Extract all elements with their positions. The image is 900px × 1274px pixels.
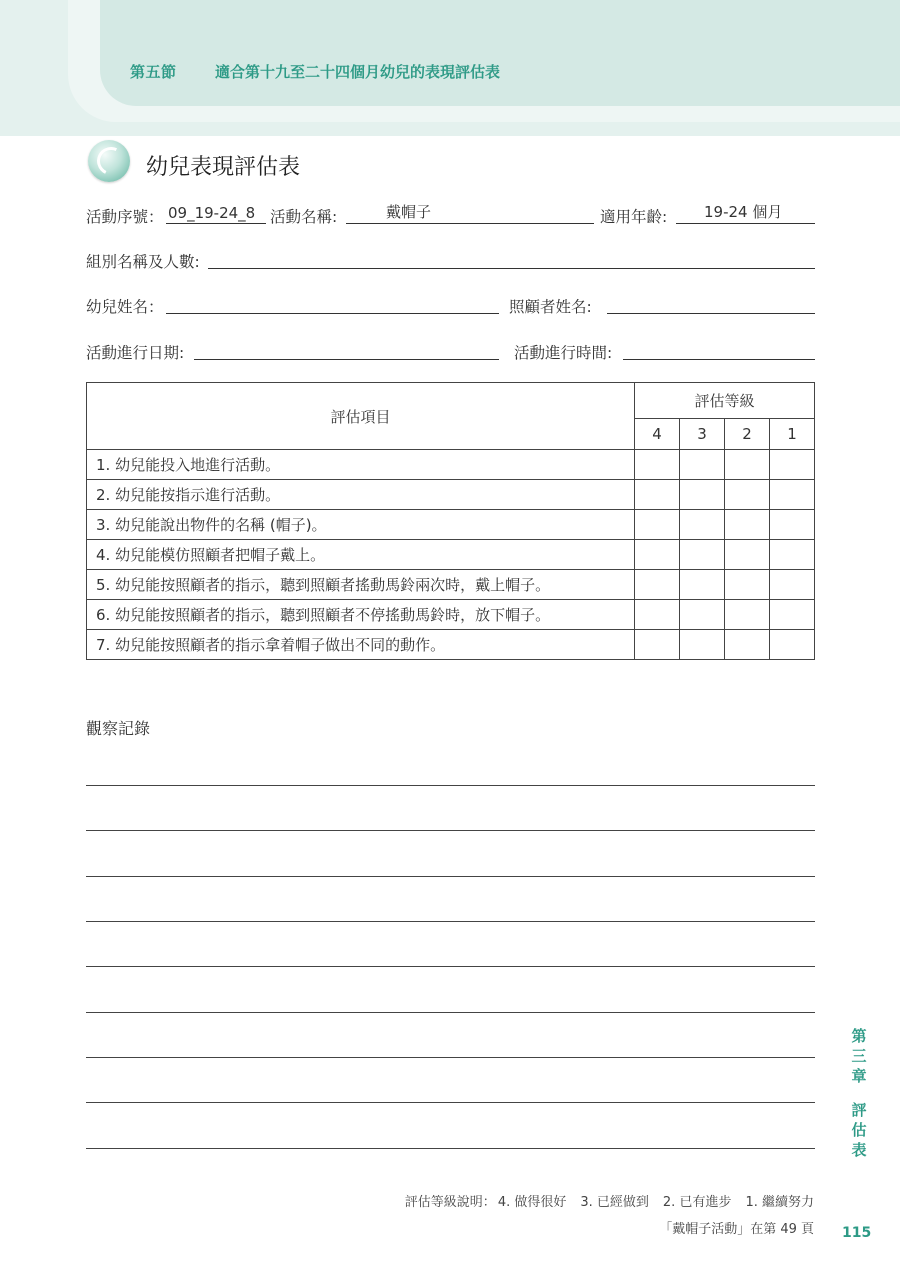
eval-item: 4. 幼兒能模仿照顧者把帽子戴上。	[87, 540, 635, 570]
eval-item: 3. 幼兒能說出物件的名稱 (帽子)。	[87, 510, 635, 540]
grade-cell[interactable]	[635, 570, 680, 600]
activity-name-field[interactable]	[346, 203, 594, 224]
side-topic-char: 評	[851, 1101, 867, 1119]
table-row	[87, 630, 815, 660]
grade-cell[interactable]	[725, 600, 770, 630]
table-row	[87, 600, 815, 630]
grade-cell[interactable]	[725, 540, 770, 570]
observation-line[interactable]	[86, 785, 815, 786]
group-label: 組別名稱及人數:	[86, 253, 200, 271]
grade-cell[interactable]	[635, 510, 680, 540]
grade-cell[interactable]	[770, 630, 815, 660]
activity-name-label: 活動名稱:	[270, 208, 338, 226]
bubble-icon	[88, 140, 130, 182]
observation-line[interactable]	[86, 1148, 815, 1149]
age-value: 19-24 個月	[704, 203, 783, 221]
side-chapter-tab	[849, 1026, 869, 1160]
grade-cell[interactable]	[770, 480, 815, 510]
grade-cell[interactable]	[770, 510, 815, 540]
grade-cell[interactable]	[635, 600, 680, 630]
activity-name-value: 戴帽子	[386, 203, 432, 221]
legend-item: 2. 已有進步	[662, 1195, 732, 1210]
eval-item: 1. 幼兒能投入地進行活動。	[87, 450, 635, 480]
observation-line[interactable]	[86, 1012, 815, 1013]
grade-cell[interactable]	[680, 450, 725, 480]
legend-item: 4. 做得很好	[497, 1195, 567, 1210]
table-row	[87, 540, 815, 570]
page-number: 115	[842, 1225, 872, 1241]
side-chapter-char: 章	[851, 1067, 867, 1085]
table-row	[87, 450, 815, 480]
side-topic-char: 估	[851, 1121, 867, 1139]
time-label: 活動進行時間:	[514, 344, 613, 362]
table-row	[87, 510, 815, 540]
activity-no-value: 09_19-24_8	[168, 204, 256, 222]
legend-label: 評估等級說明：	[404, 1195, 496, 1210]
grade-cell[interactable]	[680, 540, 725, 570]
observation-label: 觀察記錄	[86, 719, 151, 738]
grade-cell[interactable]	[725, 510, 770, 540]
section-title: 適合第十九至二十四個月幼兒的表現評估表	[215, 63, 501, 81]
child-name-field[interactable]	[166, 293, 499, 314]
observation-line[interactable]	[86, 966, 815, 967]
table-row	[87, 480, 815, 510]
eval-item: 2. 幼兒能按指示進行活動。	[87, 480, 635, 510]
legend-item: 3. 已經做到	[580, 1195, 649, 1210]
legend-item: 1. 繼續努力	[745, 1195, 814, 1210]
time-field[interactable]	[623, 339, 815, 360]
grade-level-1: 1	[770, 419, 815, 450]
grade-level-2: 2	[725, 419, 770, 450]
side-topic-char: 表	[851, 1141, 867, 1159]
table-row	[87, 570, 815, 600]
grade-cell[interactable]	[725, 480, 770, 510]
eval-item: 5. 幼兒能按照顧者的指示，聽到照顧者搖動馬鈴兩次時，戴上帽子。	[87, 570, 635, 600]
observation-line[interactable]	[86, 1102, 815, 1103]
activity-reference: 「戴帽子活動」在第 49 頁	[659, 1222, 814, 1237]
grade-cell[interactable]	[770, 570, 815, 600]
date-field[interactable]	[194, 339, 499, 360]
grade-cell[interactable]	[635, 450, 680, 480]
grade-cell[interactable]	[635, 540, 680, 570]
activity-no-field[interactable]	[166, 203, 266, 224]
grade-cell[interactable]	[680, 570, 725, 600]
caregiver-name-field[interactable]	[607, 293, 815, 314]
grade-legend	[405, 1191, 814, 1210]
section-label: 第五節	[130, 63, 177, 81]
grade-cell[interactable]	[680, 600, 725, 630]
grade-level-4: 4	[635, 419, 680, 450]
grade-cell[interactable]	[635, 630, 680, 660]
age-field[interactable]	[676, 203, 815, 224]
grade-cell[interactable]	[725, 570, 770, 600]
item-header: 評估項目	[87, 383, 635, 450]
observation-line[interactable]	[86, 921, 815, 922]
grade-cell[interactable]	[680, 480, 725, 510]
observation-line[interactable]	[86, 876, 815, 877]
grade-header: 評估等級	[635, 383, 815, 419]
observation-line[interactable]	[86, 1057, 815, 1058]
observation-line[interactable]	[86, 830, 815, 831]
form-title: 幼兒表現評估表	[146, 155, 301, 180]
side-chapter-char: 三	[851, 1047, 867, 1065]
grade-cell[interactable]	[680, 630, 725, 660]
child-name-label: 幼兒姓名：	[86, 298, 164, 316]
grade-level-3: 3	[680, 419, 725, 450]
group-field[interactable]	[208, 248, 815, 269]
activity-no-label: 活動序號：	[86, 208, 164, 226]
grade-cell[interactable]	[725, 450, 770, 480]
age-label: 適用年齡:	[600, 208, 668, 226]
evaluation-table	[86, 382, 815, 660]
side-chapter-char: 第	[851, 1027, 867, 1045]
grade-cell[interactable]	[725, 630, 770, 660]
grade-cell[interactable]	[680, 510, 725, 540]
grade-cell[interactable]	[635, 480, 680, 510]
header-inner	[100, 0, 900, 106]
caregiver-name-label: 照顧者姓名:	[509, 298, 592, 316]
eval-item: 6. 幼兒能按照顧者的指示，聽到照顧者不停搖動馬鈴時，放下帽子。	[87, 600, 635, 630]
grade-cell[interactable]	[770, 450, 815, 480]
date-label: 活動進行日期:	[86, 344, 185, 362]
grade-cell[interactable]	[770, 600, 815, 630]
grade-cell[interactable]	[770, 540, 815, 570]
eval-item: 7. 幼兒能按照顧者的指示拿着帽子做出不同的動作。	[87, 630, 635, 660]
